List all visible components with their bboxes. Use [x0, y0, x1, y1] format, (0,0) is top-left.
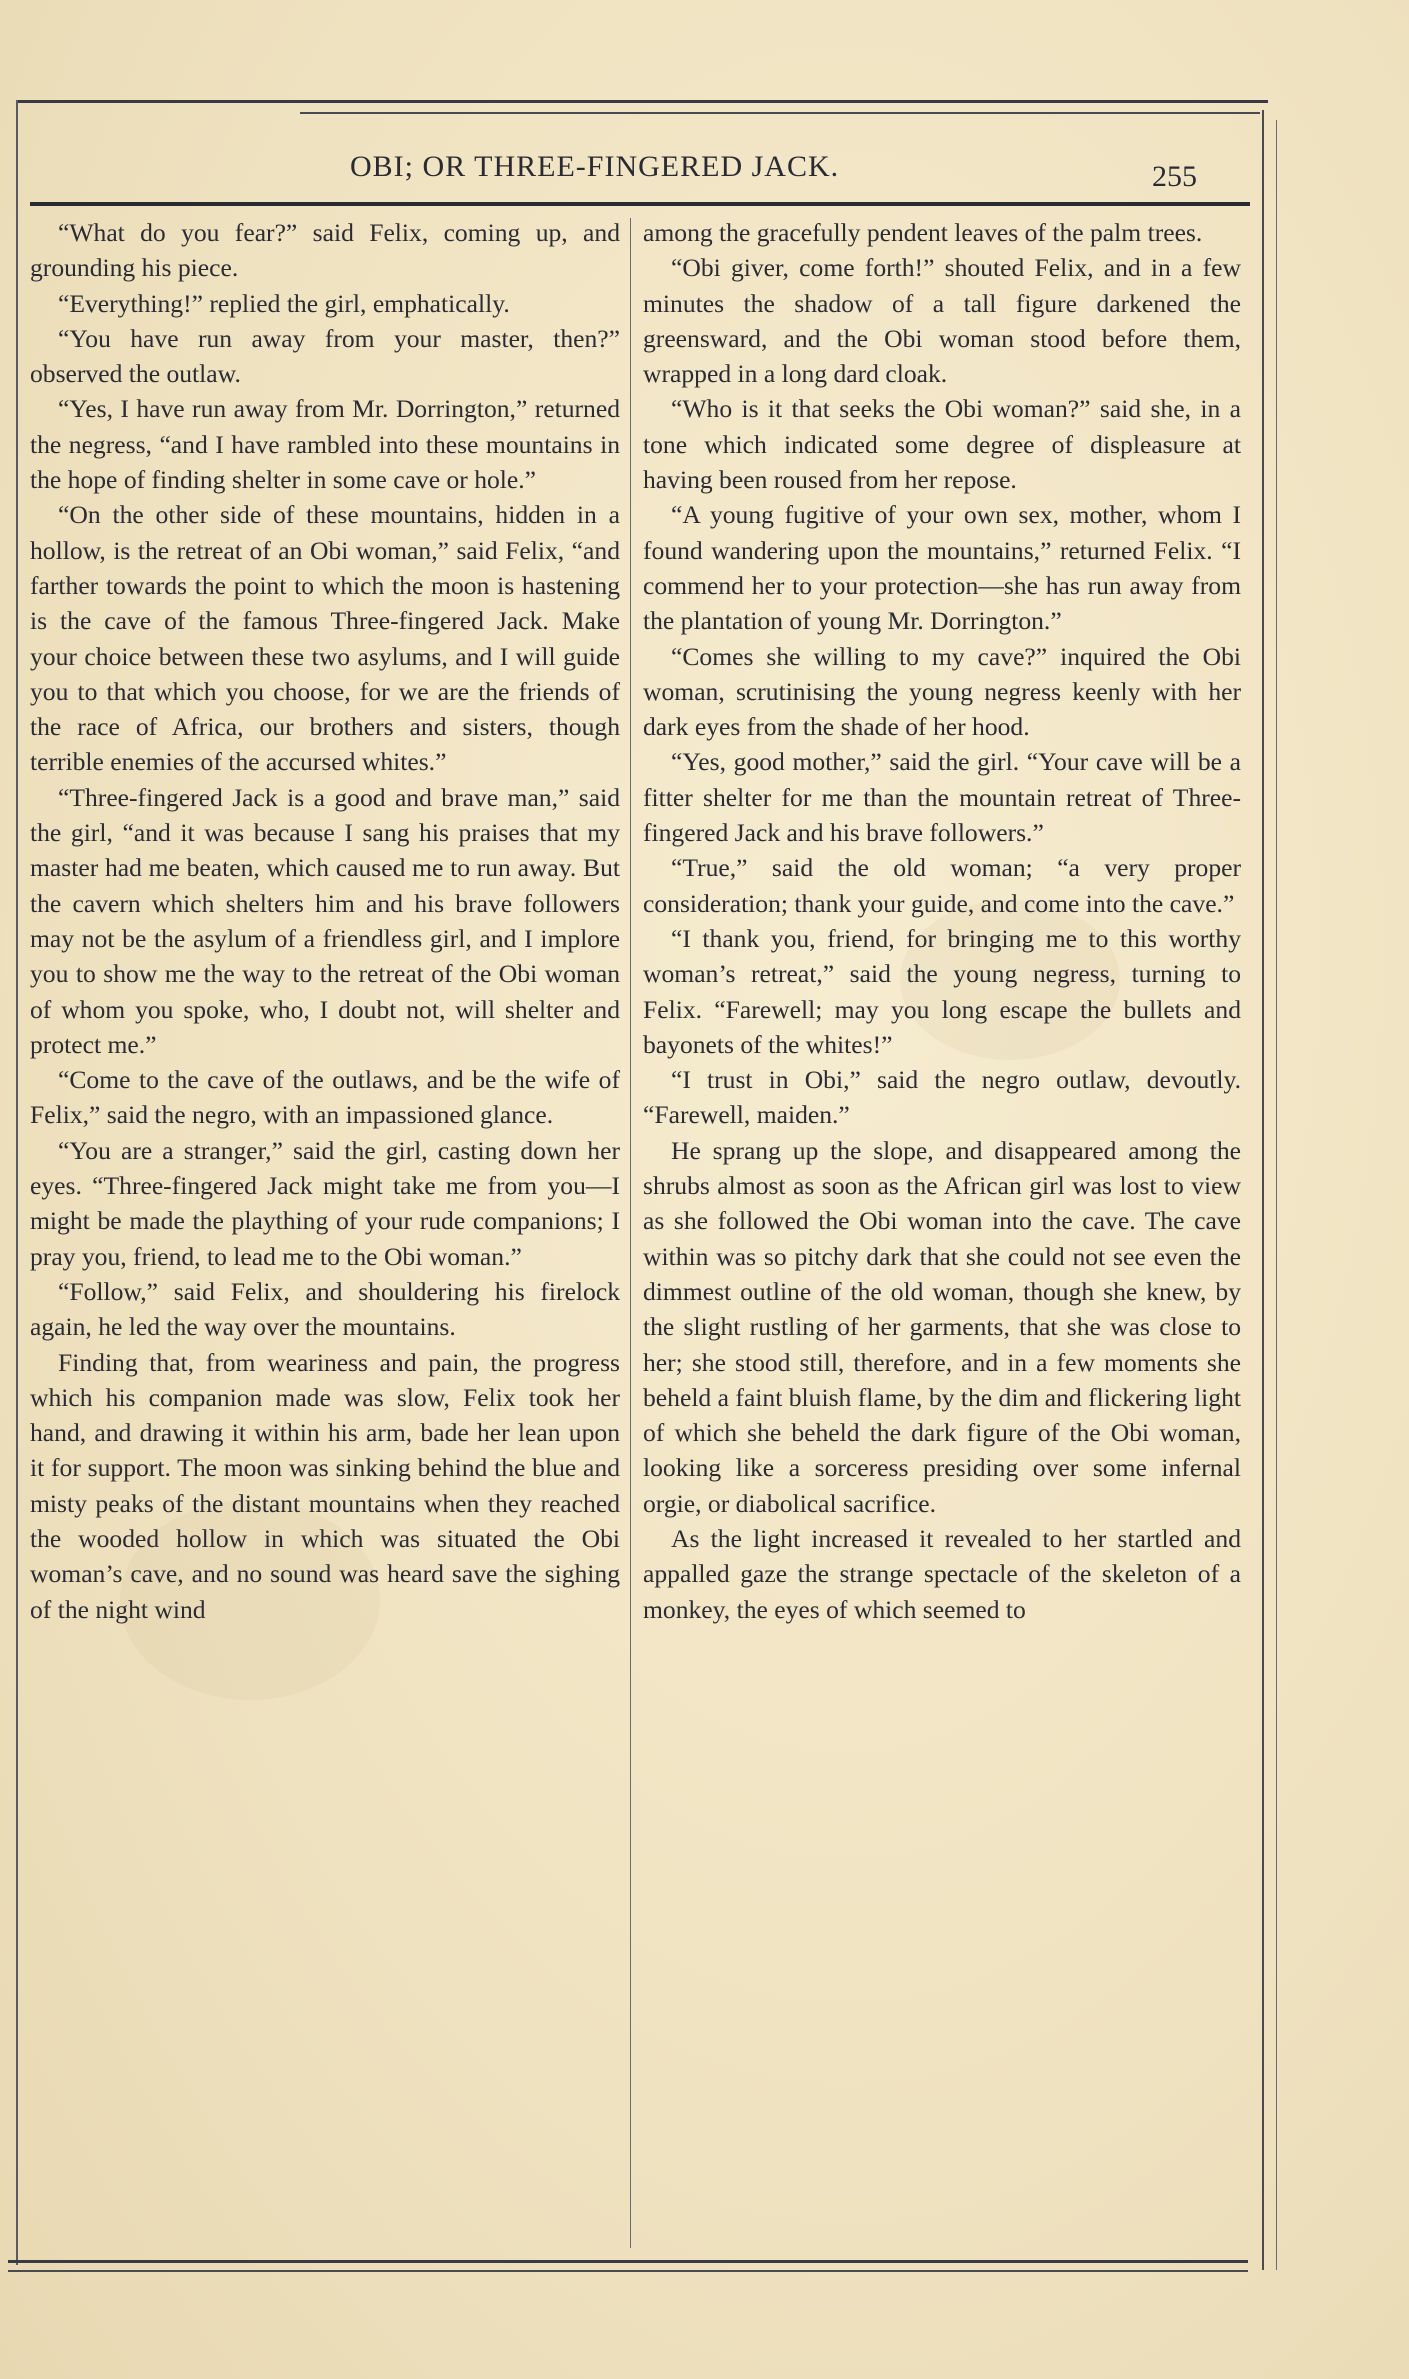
paragraph: “Obi giver, come forth!” shouted Felix, and in a few minutes the shadow of a tall figure darkened the greensward, and the Obi woman stood before them, wrapped in a long dard cloak.: [643, 253, 1241, 389]
paragraph: Finding that, from weariness and pain, the progress which his companion made was slow, Felix took her hand, and drawing it within his arm, bade her lean upon it for support. The moon was sinking behind the blue and misty peaks of the distant mountains when they reached the wooded hollow in which was situated the Obi woman’s cave, and no sound was heard save the sighing of the night wind: [30, 1347, 620, 1624]
running-head: OBI; OR THREE-FINGERED JACK.: [350, 150, 840, 183]
paragraph: As the light increased it revealed to her startled and appalled gaze the strange spectacle of the skeleton of a monkey, the eyes of which seemed to: [643, 1523, 1241, 1624]
frame-rule-top-inner: [300, 112, 1260, 114]
frame-rule-left: [16, 100, 18, 2265]
left-column: [30, 215, 620, 1627]
paragraph: “I trust in Obi,” said the negro outlaw, devoutly. “Farewell, maiden.”: [643, 1065, 1241, 1130]
paragraph: “Yes, good mother,” said the girl. “Your cave will be a fitter shelter for me than the mountain retreat of Three-fingered Jack and his brave followers.”: [643, 747, 1241, 848]
frame-rule-bottom: [8, 2260, 1248, 2263]
paragraph: “Yes, I have run away from Mr. Dorrington,” returned the negress, “and I have rambled into these mountains in the hope of finding shelter in some cave or hole.”: [30, 394, 620, 495]
header-rule: [30, 202, 1250, 206]
paragraph: “Follow,” said Felix, and shouldering his firelock again, he led the way over the mountains.: [30, 1276, 620, 1342]
paragraph: “Who is it that seeks the Obi woman?” said she, in a tone which indicated some degree of displeasure at having been roused from her repose.: [643, 394, 1241, 495]
frame-rule-top: [18, 100, 1268, 103]
paragraph: “Comes she willing to my cave?” inquired the Obi woman, scrutinising the young negress keenly with her dark eyes from the shade of her hood.: [643, 641, 1241, 742]
paragraph: “What do you fear?” said Felix, coming up, and grounding his piece.: [30, 218, 620, 283]
paragraph: “I thank you, friend, for bringing me to this worthy woman’s retreat,” said the young negress, turning to Felix. “Farewell; may you long escape the bullets and bayonets of the whites!”: [643, 923, 1241, 1059]
frame-rule-bottom-inner: [8, 2270, 1248, 2272]
paragraph: “You are a stranger,” said the girl, casting down her eyes. “Three-fingered Jack might take me from you—I might be made the plaything of your rude companions; I pray you, friend, to lead me to the Obi woman.”: [30, 1135, 620, 1271]
paragraph-continuation: among the gracefully pendent leaves of the palm trees.: [643, 218, 1203, 247]
paragraph: “Come to the cave of the outlaws, and be the wife of Felix,” said the negro, with an impassioned glance.: [30, 1065, 620, 1130]
frame-rule-right: [1262, 110, 1264, 2270]
page-header: [40, 140, 1240, 200]
page-number: 255: [1152, 160, 1197, 193]
paragraph: “True,” said the old woman; “a very proper consideration; thank your guide, and come into the cave.”: [643, 853, 1241, 918]
paragraph: He sprang up the slope, and disappeared among the shrubs almost as soon as the African girl was lost to view as she followed the Obi woman into the cave. The cave within was so pitchy dark that she could not see even the dimmest outline of the old woman, though she knew, by the slight rustling of her garments, that she was close to her; she stood still, therefore, and in a few moments she beheld a faint bluish flame, by the dim and flickering light of which she beheld the dark figure of the Obi woman, looking like a sorceress presiding over some infernal orgie, or diabolical sacrifice.: [643, 1135, 1241, 1518]
right-column: [643, 215, 1241, 1627]
frame-rule-right-outer: [1276, 120, 1277, 2270]
column-divider: [630, 218, 631, 2248]
paragraph: “On the other side of these mountains, hidden in a hollow, is the retreat of an Obi woman,” said Felix, “and farther towards the point to which the moon is hastening is the cave of the famous Three-fingered Jack. Make your choice between these two asylums, and I will guide you to that which you choose, for we are the friends of the race of Africa, our brothers and sisters, though terrible enemies of the accursed whites.”: [30, 500, 620, 777]
paragraph: “You have run away from your master, then?” observed the outlaw.: [30, 323, 620, 389]
paragraph: “Three-fingered Jack is a good and brave man,” said the girl, “and it was because I sang his praises that my master had me beaten, which caused me to run away. But the cavern which shelters him and his brave followers may not be the asylum of a friendless girl, and I implore you to show me the way to the retreat of the Obi woman of whom you spoke, who, I doubt not, will shelter and protect me.”: [30, 782, 620, 1059]
paragraph: “A young fugitive of your own sex, mother, whom I found wandering upon the mountains,” returned Felix. “I commend her to your protection—she has run away from the plantation of young Mr. Dorrington.”: [643, 500, 1241, 636]
paragraph: “Everything!” replied the girl, emphatically.: [58, 288, 510, 318]
